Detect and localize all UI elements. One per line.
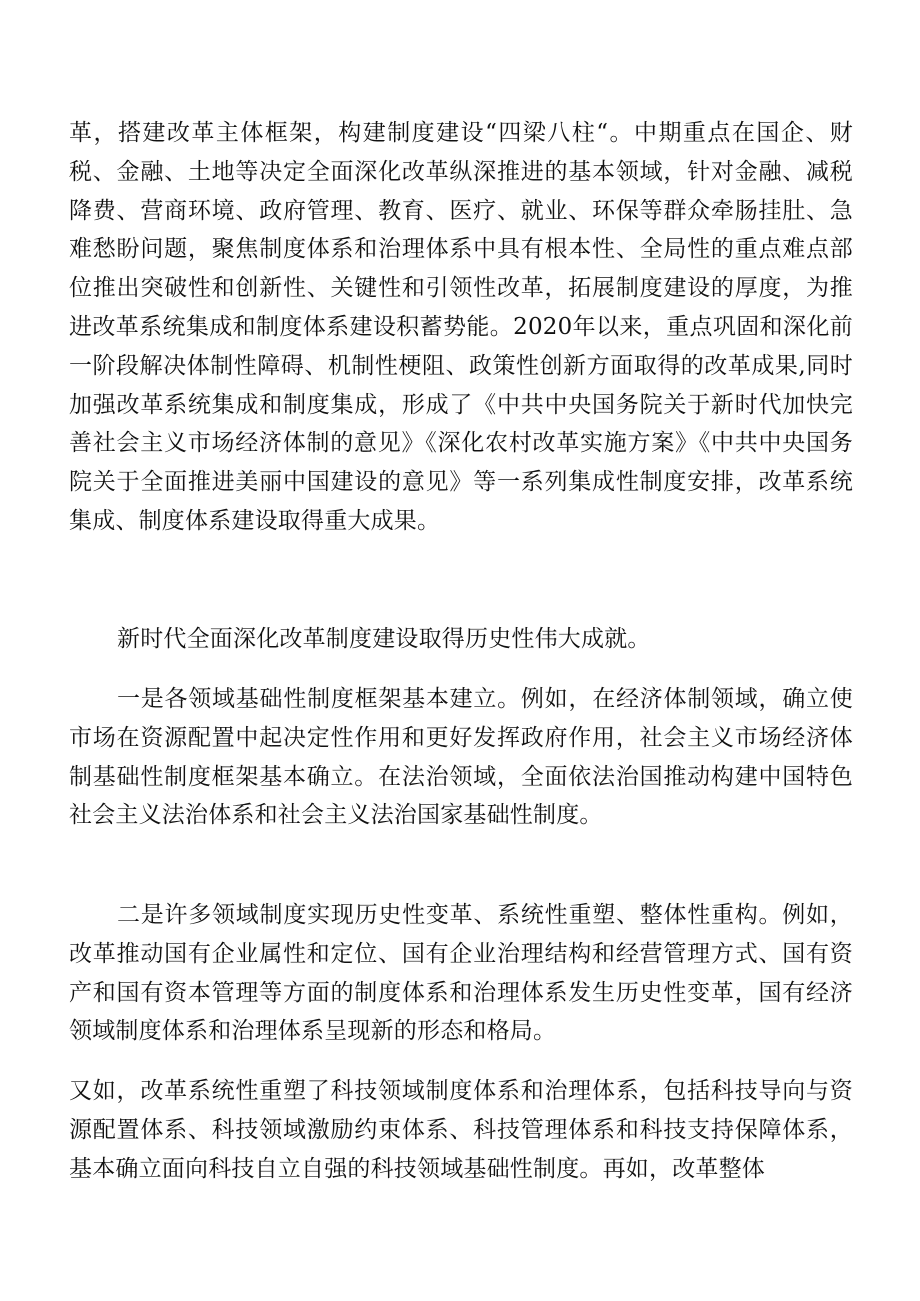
paragraph-point-one: 一是各领域基础性制度框架基本建立。例如，在经济体制领域，确立使市场在资源配置中起决定性作用和更好发挥政府作用，社会主义市场经济体制基础性制度框架基本确立。在法治领域，全面依法治国推动构建中国特色社会主义法治体系和社会主义法治国家基础性制度。 (69, 686, 853, 829)
paragraph-achievements-heading: 新时代全面深化改革制度建设取得历史性伟大成就。 (117, 626, 651, 652)
paragraph-point-two: 二是许多领域制度实现历史性变革、系统性重塑、整体性重构。例如，改革推动国有企业属性和定位、国有企业治理结构和经营管理方式、国有资产和国有资本管理等方面的制度体系和治理体系发生历史性变革，国有经济领域制度体系和治理体系呈现新的形态和格局。 (69, 902, 853, 1045)
paragraph-continuation: 革，搭建改革主体框架，构建制度建设“四梁八柱“。中期重点在国企、财税、金融、土地等决定全面深化改革纵深推进的基本领域，针对金融、减税降费、营商环境、政府管理、教育、医疗、就业、环保等群众牵肠挂肚、急难愁盼问题，聚焦制度体系和治理体系中具有根本性、全局性的重点难点部位推出突破性和创新性、关键性和引领性改革，拓展制度建设的厚度，为推进改革系统集成和制度体系建设积蓄势能。2020年以来，重点巩固和深化前一阶段解决体制性障碍、机制性梗阻、政策性创新方面取得的改革成果,同时加强改革系统集成和制度集成，形成了《中共中央国务院关于新时代加快完善社会主义市场经济体制的意见》《深化农村改革实施方案》《中共中央国务院关于全面推进美丽中国建设的意见》等一系列集成性制度安排，改革系统集成、制度体系建设取得重大成果。 (69, 120, 853, 534)
paragraph-tech-example: 又如，改革系统性重塑了科技领域制度体系和治理体系，包括科技导向与资源配置体系、科技领域激励约束体系、科技管理体系和科技支持保障体系，基本确立面向科技自立自强的科技领域基础性制度。再如，改革整体 (69, 1078, 853, 1182)
